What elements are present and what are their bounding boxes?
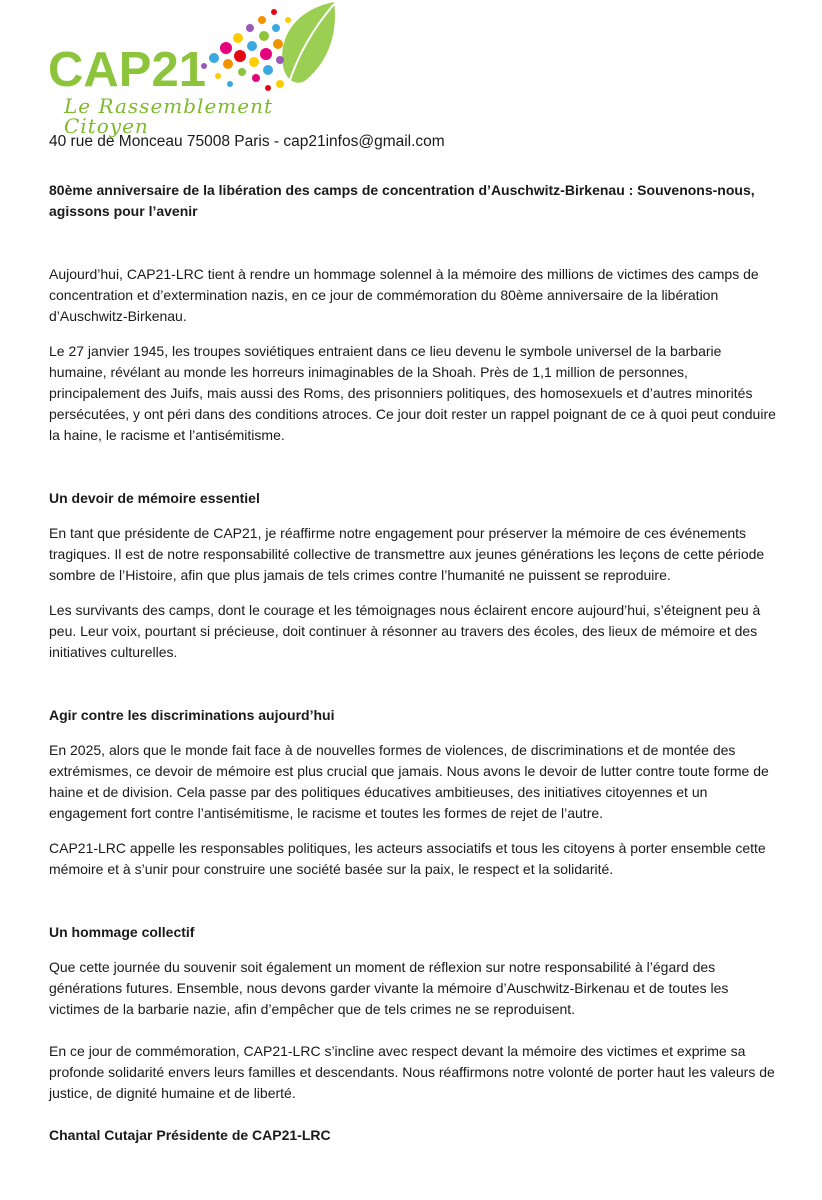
section-1-paragraph-2: Les survivants des camps, dont le courage et les témoignages nous éclairent encore aujourd’hui, s’éteignent peu à peu. Leur voix, pourtant si précieuse, doit continuer à résonner au travers des écoles, des lieux de mémoire et des initiatives culturelles. [49, 602, 761, 660]
signature: Chantal Cutajar Présidente de CAP21-LRC [49, 1127, 331, 1143]
intro-paragraph-1: Aujourd’hui, CAP21-LRC tient à rendre un hommage solennel à la mémoire des millions de victimes des camps de concentration et d’extermination nazis, en ce jour de commémoration du 80ème anniversaire de la libération d’Auschwitz-Birkenau. [49, 266, 759, 324]
address-line: 40 rue de Monceau 75008 Paris - cap21infos@gmail.com [49, 133, 445, 150]
document-body [49, 180, 779, 1146]
intro-paragraph-2: Le 27 janvier 1945, les troupes soviétiques entraient dans ce lieu devenu le symbole universel de la barbarie humaine, révélant au monde les horreurs inimaginables de la Shoah. Près de 1,1 million de personnes, principalement des Juifs, mais aussi des Roms, des prisonniers politiques, des homosexuels et d’autres minorités persécutées, y ont péri dans des conditions atroces. Ce jour doit rester un rappel poignant de ce à quoi peut conduire la haine, le racisme et l’antisémitisme. [49, 343, 776, 443]
section-2-paragraph-2: CAP21-LRC appelle les responsables politiques, les acteurs associatifs et tous les citoyens à porter ensemble cette mémoire et à s’unir pour construire une société basée sur la paix, le respect et la solidarité. [49, 840, 766, 877]
section-heading-memoire: Un devoir de mémoire essentiel [49, 490, 260, 506]
cap21-logo [44, 0, 344, 138]
leaf-dots-icon [184, 0, 344, 100]
section-heading-hommage: Un hommage collectif [49, 924, 195, 940]
section-1-paragraph-1: En tant que présidente de CAP21, je réaffirme notre engagement pour préserver la mémoire de ces événements tragiques. Il est de notre responsabilité collective de transmettre aux jeunes générations les leçons de cette période sombre de l’Histoire, afin que plus jamais de tels crimes contre l’humanité ne puissent se reproduire. [49, 525, 765, 583]
section-heading-discriminations: Agir contre les discriminations aujourd’hui [49, 707, 335, 723]
logo-name: CAP21 [48, 43, 206, 97]
logo-tagline: Le Rassemblement Citoyen [64, 94, 273, 138]
section-2-paragraph-1: En 2025, alors que le monde fait face à de nouvelles formes de violences, de discriminations et de montée des extrémismes, ce devoir de mémoire est plus crucial que jamais. Nous avons le devoir de lutter contre toute forme de haine et de division. Cela passe par des politiques éducatives ambitieuses, des initiatives citoyennes et un engagement fort contre l’antisémitisme, le racisme et toutes les formes de rejet de l’autre. [49, 742, 769, 821]
document-title: 80ème anniversaire de la libération des camps de concentration d’Auschwitz-Birkenau : Souvenons-nous, agissons pour l’avenir [49, 182, 755, 219]
section-3-paragraph-2: En ce jour de commémoration, CAP21-LRC s’incline avec respect devant la mémoire des victimes et exprime sa profonde solidarité envers leurs familles et descendants. Nous réaffirmons notre volonté de porter haut les valeurs de justice, de dignité humaine et de liberté. [49, 1043, 775, 1101]
section-3-paragraph-1: Que cette journée du souvenir soit également un moment de réflexion sur notre responsabilité à l’égard des générations futures. Ensemble, nous devons garder vivante la mémoire d’Auschwitz-Birkenau et de toutes les victimes de la barbarie nazie, afin d’empêcher que de tels crimes ne se reproduisent. [49, 959, 729, 1017]
